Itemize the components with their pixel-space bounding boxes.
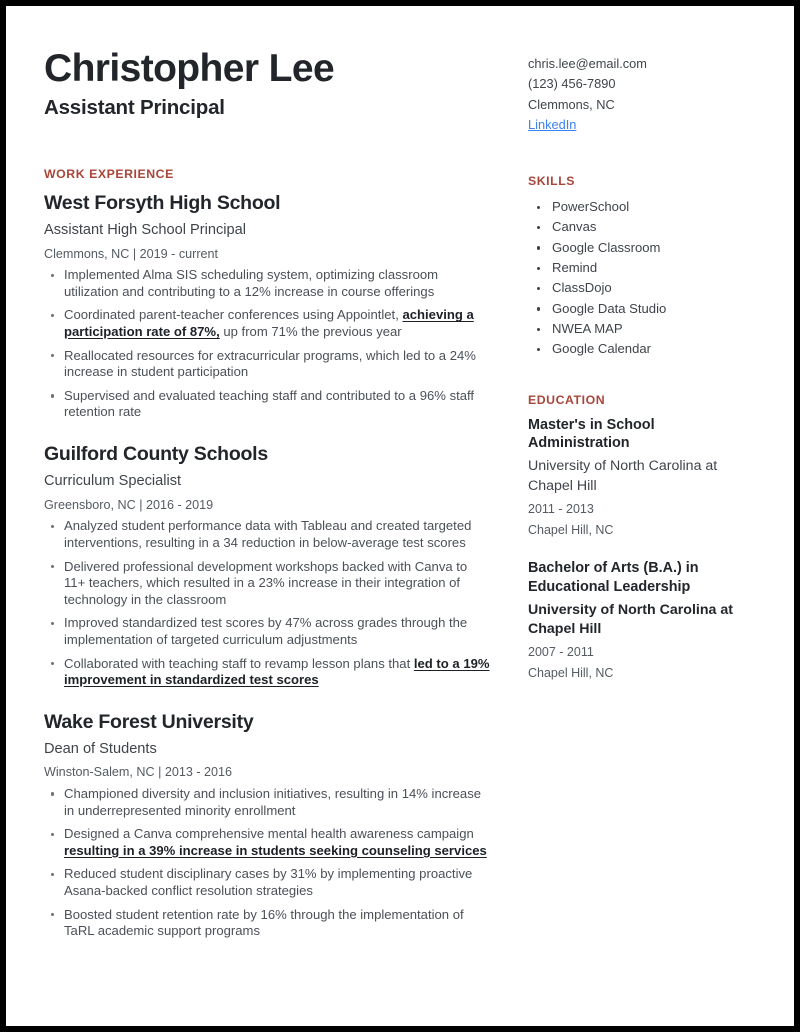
education-entry	[528, 559, 734, 682]
skills-spacer	[528, 135, 734, 174]
candidate-job-title: Assistant Principal	[44, 96, 225, 120]
education-list	[528, 416, 734, 683]
experience-bullet-list	[44, 267, 490, 421]
experience-organization: West Forsyth High School	[44, 191, 281, 214]
experience-entry	[44, 192, 490, 421]
candidate-name: Christopher Lee	[44, 47, 335, 90]
experience-bullet	[44, 388, 490, 421]
education-location: Chapel Hill, NC	[528, 666, 614, 681]
experience-bullet	[44, 348, 490, 381]
bullet-text: Improved standardized test scores by 47% across grades through the implementation of targeted curriculum adjustments	[64, 615, 468, 647]
experience-role: Dean of Students	[44, 741, 157, 758]
bullet-text: Delivered professional development workshops backed with Canva to 11+ teachers, which resulted in a 23% increase in their integration of technology in the classroom	[64, 558, 468, 607]
experience-location-dates: Clemmons, NC | 2019 - current	[44, 246, 219, 261]
header-spacer	[44, 120, 490, 167]
experience-bullet	[44, 307, 490, 340]
skill-item: Canvas	[528, 217, 734, 237]
experience-bullet	[44, 786, 490, 819]
section-heading-work-experience: WORK EXPERIENCE	[44, 166, 174, 181]
experience-bullet	[44, 907, 490, 940]
bullet-text: Boosted student retention rate by 16% through the implementation of TaRL academic support programs	[64, 906, 464, 939]
experience-location-dates: Winston-Salem, NC | 2013 - 2016	[44, 765, 233, 780]
resume-page	[6, 6, 794, 1026]
experience-bullet	[44, 826, 490, 859]
skill-item: Google Calendar	[528, 339, 734, 359]
section-heading-skills: SKILLS	[528, 174, 576, 189]
education-location: Chapel Hill, NC	[528, 522, 614, 537]
education-school: University of North Carolina at Chapel Hill	[528, 601, 733, 637]
main-column	[44, 48, 514, 940]
skill-item: Remind	[528, 258, 734, 278]
experience-bullet-list	[44, 518, 490, 688]
education-school: University of North Carolina at Chapel Hill	[528, 458, 718, 494]
contact-email: chris.lee@email.com	[528, 56, 647, 71]
linkedin-link[interactable]: LinkedIn	[528, 116, 577, 132]
education-spacer	[528, 360, 734, 393]
contact-location: Clemmons, NC	[528, 96, 615, 112]
experience-bullet	[44, 656, 490, 689]
experience-bullet	[44, 866, 490, 899]
bullet-text: Implemented Alma SIS scheduling system, optimizing classroom utilization and contributing to a 12% increase in course offerings	[64, 267, 439, 299]
section-heading-education: EDUCATION	[528, 392, 606, 407]
bullet-text: Championed diversity and inclusion initiatives, resulting in 14% increase in underrepresented minority enrollment	[64, 786, 482, 818]
experience-bullet	[44, 267, 490, 300]
resume-content	[6, 6, 794, 1026]
skill-item: NWEA MAP	[528, 319, 734, 339]
experience-entry	[44, 443, 490, 689]
skill-item: PowerSchool	[528, 197, 734, 217]
experience-location-dates: Greensboro, NC | 2016 - 2019	[44, 497, 214, 512]
contact-phone: (123) 456-7890	[528, 76, 616, 92]
skill-item: ClassDojo	[528, 278, 734, 298]
education-dates: 2011 - 2013	[528, 501, 594, 516]
contact-block	[528, 48, 734, 135]
experience-role: Assistant High School Principal	[44, 222, 246, 239]
education-dates: 2007 - 2011	[528, 645, 594, 660]
bullet-highlight-text: achieving a participation rate of 87%,	[64, 307, 474, 340]
experience-entry	[44, 711, 490, 940]
experience-bullet	[44, 559, 490, 609]
education-entry	[528, 416, 734, 539]
bullet-text: Collaborated with teaching staff to revamp lesson plans that	[64, 655, 414, 671]
education-degree: Master's in School Administration	[528, 416, 655, 452]
bullet-text: Reallocated resources for extracurricular programs, which led to a 24% increase in student participation	[64, 347, 476, 380]
experience-bullet-list	[44, 786, 490, 940]
bullet-text: Reduced student disciplinary cases by 31% by implementing proactive Asana-backed conflict resolution strategies	[64, 866, 473, 899]
bullet-text: Designed a Canva comprehensive mental health awareness campaign	[64, 826, 474, 842]
experience-bullet	[44, 518, 490, 551]
skills-list	[528, 197, 734, 359]
experience-organization: Guilford County Schools	[44, 443, 268, 465]
bullet-text: Supervised and evaluated teaching staff and contributed to a 96% staff retention rate	[64, 387, 475, 420]
side-column	[528, 48, 734, 682]
bullet-highlight-text: led to a 19% improvement in standardized test scores	[64, 655, 490, 688]
skill-item: Google Data Studio	[528, 299, 734, 319]
bullet-text: up from 71% the previous year	[219, 324, 402, 340]
experience-list	[44, 192, 490, 940]
header-block	[44, 48, 490, 120]
experience-role: Curriculum Specialist	[44, 473, 182, 490]
bullet-text: Coordinated parent-teacher conferences using Appointlet,	[64, 307, 403, 323]
education-degree: Bachelor of Arts (B.A.) in Educational Leadership	[528, 559, 699, 595]
experience-bullet	[44, 615, 490, 648]
experience-organization: Wake Forest University	[44, 710, 254, 733]
skill-item: Google Classroom	[528, 238, 734, 258]
bullet-text: Analyzed student performance data with Tableau and created targeted interventions, resulting in a 34 reduction in below-average test scores	[64, 518, 472, 550]
bullet-highlight-text: resulting in a 39% increase in students seeking counseling services	[64, 842, 487, 858]
